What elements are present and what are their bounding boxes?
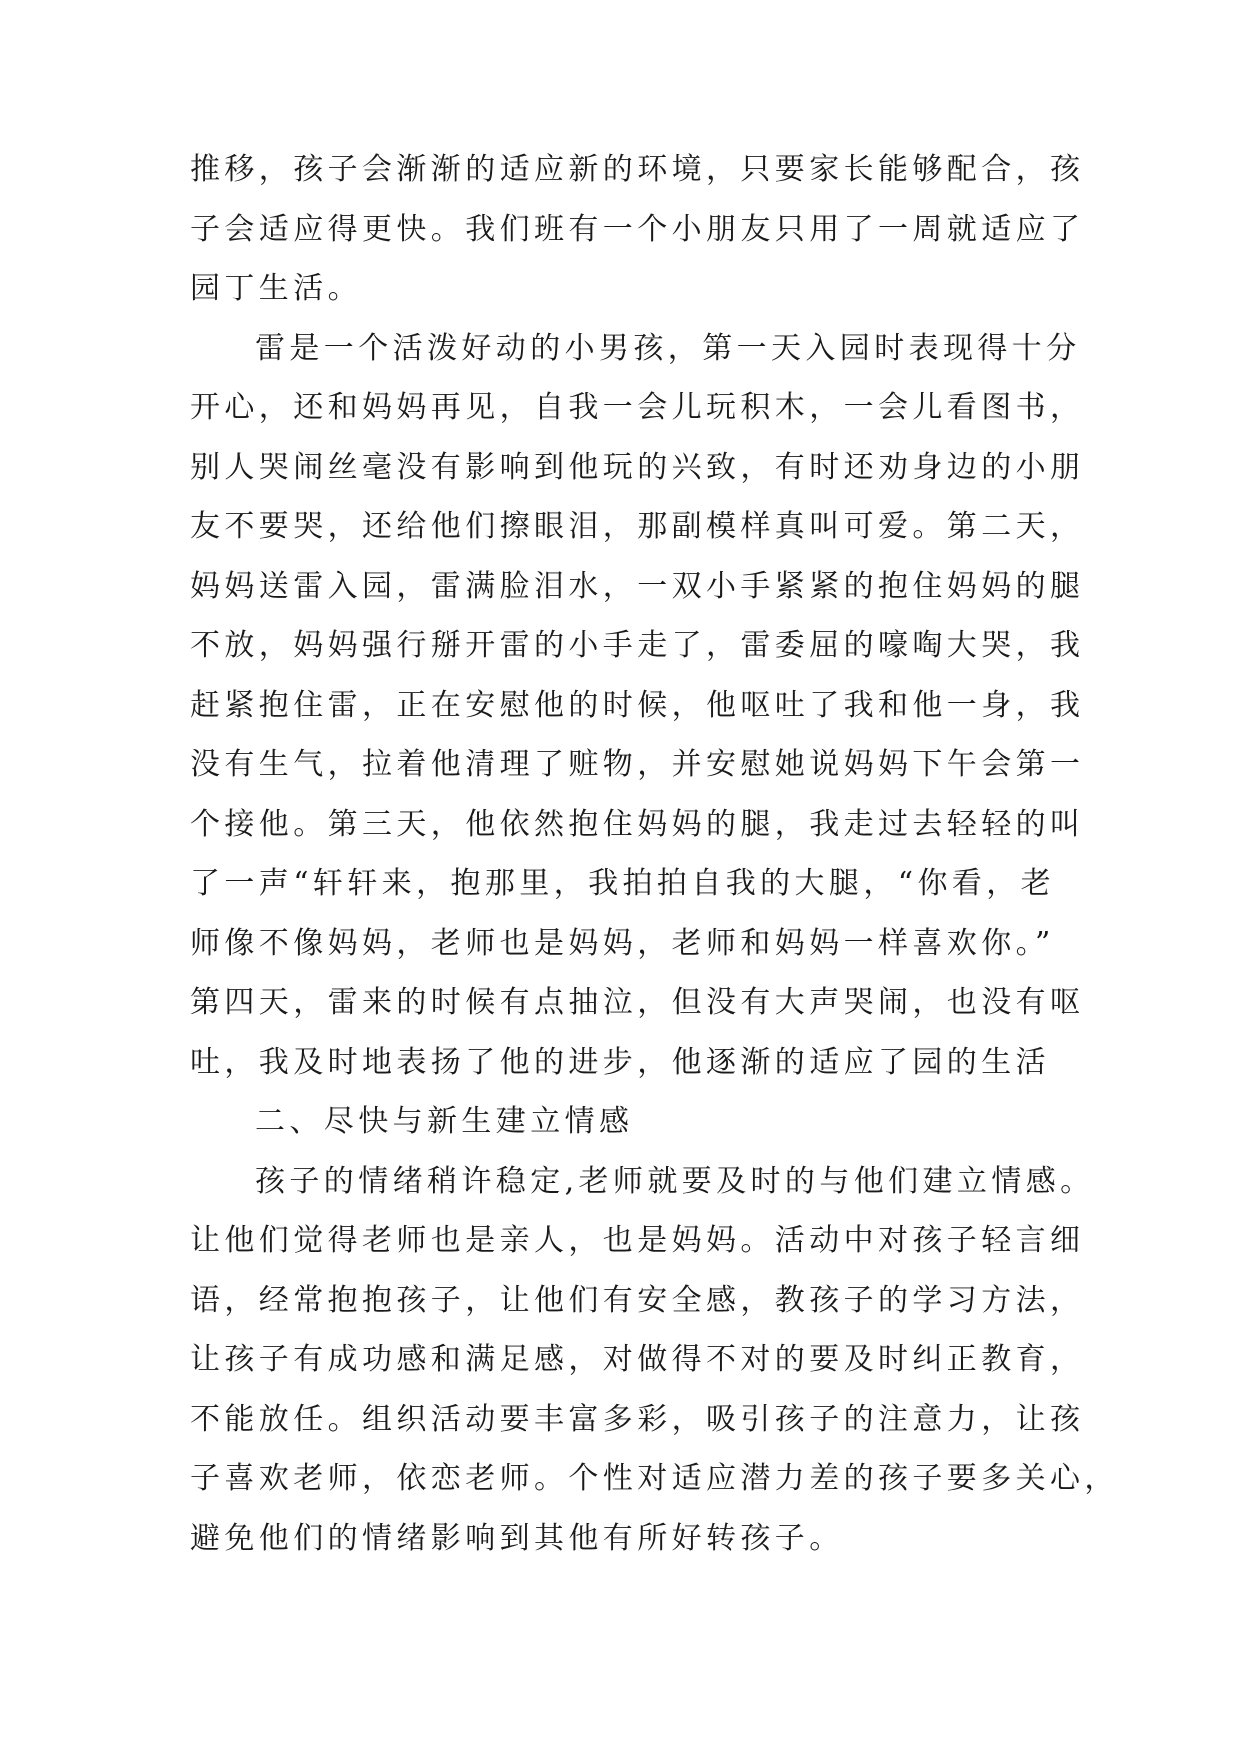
text-line-6: 别人哭闹丝毫没有影响到他玩的兴致，有时还劝身边的小朋 xyxy=(190,449,1085,485)
text-line-19: 让他们觉得老师也是亲人，也是妈妈。活动中对孩子轻言细 xyxy=(190,1223,1085,1258)
text-line-23: 子喜欢老师，依恋老师。个性对适应潜力差的孩子要多关心， xyxy=(190,1461,1119,1496)
text-line-13: 了一声“轩轩来，抱那里，我拍拍自我的大腿，“你看，老 xyxy=(190,866,1056,901)
text-line-11: 没有生气，拉着他清理了赃物，并安慰她说妈妈下午会第一 xyxy=(190,747,1085,782)
text-line-14: 师像不像妈妈，老师也是妈妈，老师和妈妈一样喜欢你。” xyxy=(190,925,1055,961)
text-line-9: 不放，妈妈强行掰开雷的小手走了，雷委屈的嚎啕大哭，我 xyxy=(190,628,1085,663)
paragraph-start-line: 雷是一个活泼好动的小男孩，第一天入园时表现得十分 xyxy=(255,330,1081,366)
text-line-5: 开心，还和妈妈再见，自我一会儿玩积木，一会儿看图书， xyxy=(190,390,1085,425)
document-body xyxy=(190,140,1119,1568)
text-line-7: 友不要哭，还给他们擦眼泪，那副模样真叫可爱。第二天， xyxy=(190,509,1085,544)
text-line-8: 妈妈送雷入园，雷满脸泪水，一双小手紧紧的抱住妈妈的腿 xyxy=(190,568,1085,604)
section-heading: 二、尽快与新生建立情感 xyxy=(255,1104,634,1139)
text-line-10: 赶紧抱住雷，正在安慰他的时候，他呕吐了我和他一身，我 xyxy=(190,687,1085,723)
text-line-22: 不能放任。组织活动要丰富多彩，吸引孩子的注意力，让孩 xyxy=(190,1401,1085,1437)
text-line-2: 子会适应得更快。我们班有一个小朋友只用了一周就适应了 xyxy=(190,211,1085,247)
text-line-16: 吐，我及时地表扬了他的进步，他逐渐的适应了园的生活 xyxy=(190,1044,1050,1080)
text-line-3: 园丁生活。 xyxy=(190,271,362,306)
text-line-20: 语，经常抱抱孩子，让他们有安全感，教孩子的学习方法， xyxy=(190,1282,1085,1318)
text-line-12: 个接他。第三天，他依然抱住妈妈的腿，我走过去轻轻的叫 xyxy=(190,806,1085,842)
text-line-21: 让孩子有成功感和满足感，对做得不对的要及时纠正教育， xyxy=(190,1342,1085,1377)
text-line-15: 第四天，雷来的时候有点抽泣，但没有大声哭闹，也没有呕 xyxy=(190,985,1085,1020)
text-line-24: 避免他们的情绪影响到其他有所好转孩子。 xyxy=(190,1520,844,1556)
text-line-1: 推移，孩子会渐渐的适应新的环境，只要家长能够配合，孩 xyxy=(190,152,1085,187)
paragraph-start-line-2: 孩子的情绪稍许稳定,老师就要及时的与他们建立情感。 xyxy=(255,1163,1095,1199)
